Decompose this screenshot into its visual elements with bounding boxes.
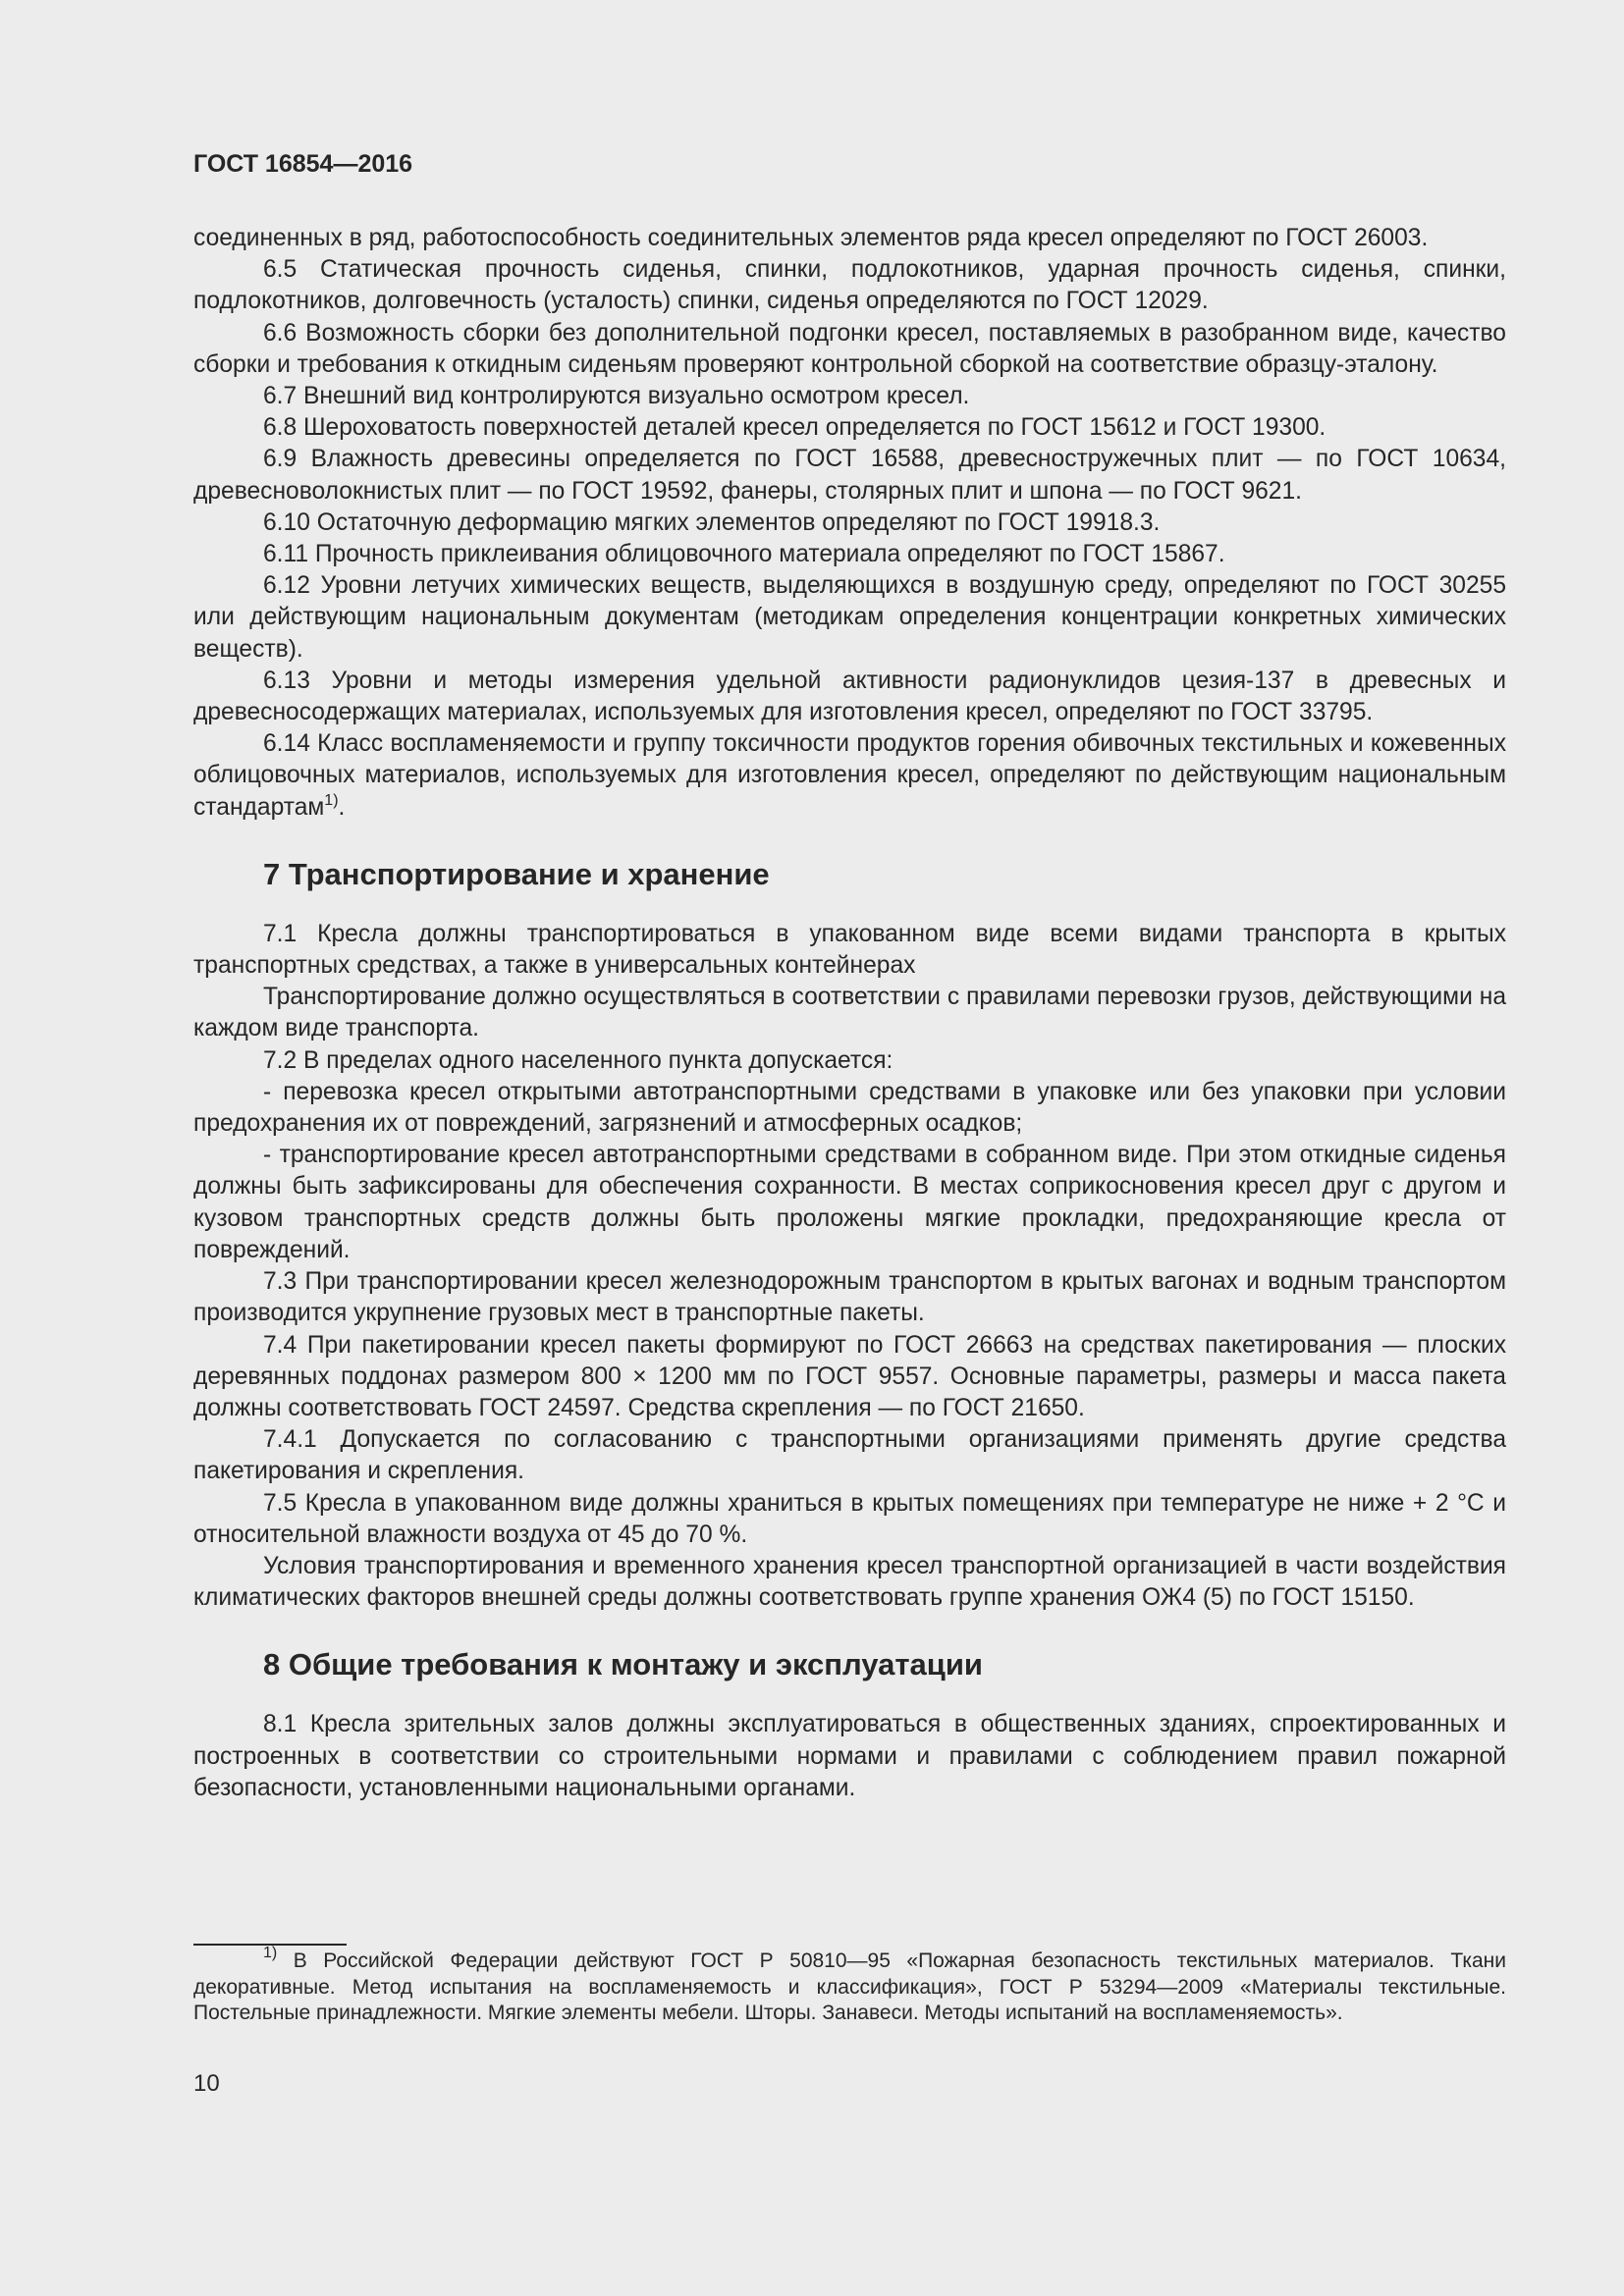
paragraph-7-2: 7.2 В пределах одного населенного пункта допускается: [263, 1046, 893, 1074]
paragraph-8-1: 8.1 Кресла зрительных залов должны эксплуатироваться в общественных зданиях, спроектированных и построенных в соответствии со строительными нормами и правилами с соблюдением правил пожарной безопасности, установленными национальными органами. [193, 1711, 1506, 1801]
section-7-heading: 7 Транспортирование и хранение [263, 856, 770, 891]
paragraph-6-10: 6.10 Остаточную деформацию мягких элементов определяют по ГОСТ 19918.3. [263, 508, 1161, 536]
paragraph-6-4-continuation: соединенных в ряд, работоспособность соединительных элементов ряда кресел определяют по ГОСТ 26003. [193, 225, 1429, 251]
paragraph-7-1: 7.1 Кресла должны транспортироваться в упакованном виде всеми видами транспорта в крытых транспортных средствах, а также в универсальных контейнерах [193, 920, 1506, 980]
paragraph-7-3: 7.3 При транспортировании кресел железнодорожным транспортом в крытых вагонах и водным транспортом производится укрупнение грузовых мест в транспортные пакеты. [193, 1268, 1506, 1327]
paragraph-7-2-item-2: - транспортирование кресел автотранспортными средствами в собранном виде. При этом откидные сиденья должны быть зафиксированы для обеспечения сохранности. В местах соприкосновения кресел друг с другом и кузовом транспортных средств должны быть проложены мягкие прокладки, предохраняющие кресла от повреждений. [193, 1142, 1506, 1263]
page-number: 10 [193, 2070, 220, 2097]
paragraph-7-5: 7.5 Кресла в упакованном виде должны храниться в крытых помещениях при температуре не ниже + 2 °С и относительной влажности воздуха от 45 до 70 %. [193, 1489, 1506, 1548]
paragraph-6-13: 6.13 Уровни и методы измерения удельной активности радионуклидов цезия-137 в древесных и древесносодержащих материалах, используемых для изготовления кресел, определяют по ГОСТ 33795. [193, 667, 1506, 726]
paragraph-7-4-1: 7.4.1 Допускается по согласованию с транспортными организациями применять другие средства пакетирования и скрепления. [193, 1426, 1506, 1485]
paragraph-6-12: 6.12 Уровни летучих химических веществ, выделяющихся в воздушную среду, определяют по ГОСТ 30255 или действующим национальным документам (методикам определения концентрации конкретных химических веществ). [193, 572, 1506, 663]
paragraph-6-5: 6.5 Статическая прочность сиденья, спинки, подлокотников, ударная прочность сиденья, спинки, подлокотников, долговечность (усталость) спинки, сиденья определяются по ГОСТ 12029. [193, 256, 1506, 315]
paragraph-7-2-item-1: - перевозка кресел открытыми автотранспортными средствами в упаковке или без упаковки при условии предохранения их от повреждений, загрязнений и атмосферных осадков; [193, 1078, 1506, 1138]
footnote [193, 1945, 1506, 2027]
footnote-marker: 1) [263, 1945, 278, 1961]
running-header-doc-code: ГОСТ 16854—2016 [193, 150, 413, 178]
paragraph-6-6: 6.6 Возможность сборки без дополнительной подгонки кресел, поставляемых в разобранном виде, качество сборки и требования к откидным сиденьям проверяют контрольной сборкой на соответствие образцу-эталону. [193, 319, 1506, 378]
body-text [193, 223, 1506, 1804]
footnote-1 [193, 1945, 1506, 2027]
section-8-heading: 8 Общие требования к монтажу и эксплуатации [263, 1647, 983, 1682]
paragraph-6-9: 6.9 Влажность древесины определяется по ГОСТ 16588, древесностружечных плит — по ГОСТ 10634, древесноволокнистых плит — по ГОСТ 19592, фанеры, столярных плит и шпона — по ГОСТ 9621. [193, 446, 1506, 505]
footnote-1-text: В Российской Федерации действуют ГОСТ Р 50810—95 «Пожарная безопасность текстильных материалов. Ткани декоративные. Метод испытания на воспламеняемость и классификация», ГОСТ Р 53294—2009 «Материалы текстильные. Постельные принадлежности. Мягкие элементы мебели. Шторы. Занавеси. Методы испытаний на воспламеняемость». [193, 1949, 1506, 2024]
footnote-reference-1[interactable]: 1) [324, 791, 339, 809]
paragraph-7-5-continued: Условия транспортирования и временного хранения кресел транспортной организацией в части воздействия климатических факторов внешней среды должны соответствовать группе хранения ОЖ4 (5) по ГОСТ 15150. [193, 1552, 1506, 1612]
paragraph-6-14 [193, 728, 1506, 824]
paragraph-6-8: 6.8 Шероховатость поверхностей деталей кресел определяется по ГОСТ 15612 и ГОСТ 19300. [263, 414, 1326, 442]
paragraph-6-11: 6.11 Прочность приклеивания облицовочного материала определяют по ГОСТ 15867. [263, 541, 1225, 568]
paragraph-7-4: 7.4 При пакетировании кресел пакеты формируют по ГОСТ 26663 на средствах пакетирования — плоских деревянных поддонах размером 800 × 1200 мм по ГОСТ 9557. Основные параметры, размеры и масса пакета должны соответствовать ГОСТ 24597. Средства скрепления — по ГОСТ 21650. [193, 1331, 1506, 1421]
paragraph-6-14-text: 6.14 Класс воспламеняемости и группу токсичности продуктов горения обивочных текстильных и кожевенных облицовочных материалов, используемых для изготовления кресел, определяют по действующим национальным стандартам [193, 730, 1506, 821]
paragraph-6-7: 6.7 Внешний вид контролируются визуально осмотром кресел. [263, 383, 970, 410]
paragraph-7-1-continued: Транспортирование должно осуществляться в соответствии с правилами перевозки грузов, действующими на каждом виде транспорта. [193, 984, 1506, 1042]
paragraph-6-14-period: . [338, 793, 346, 821]
